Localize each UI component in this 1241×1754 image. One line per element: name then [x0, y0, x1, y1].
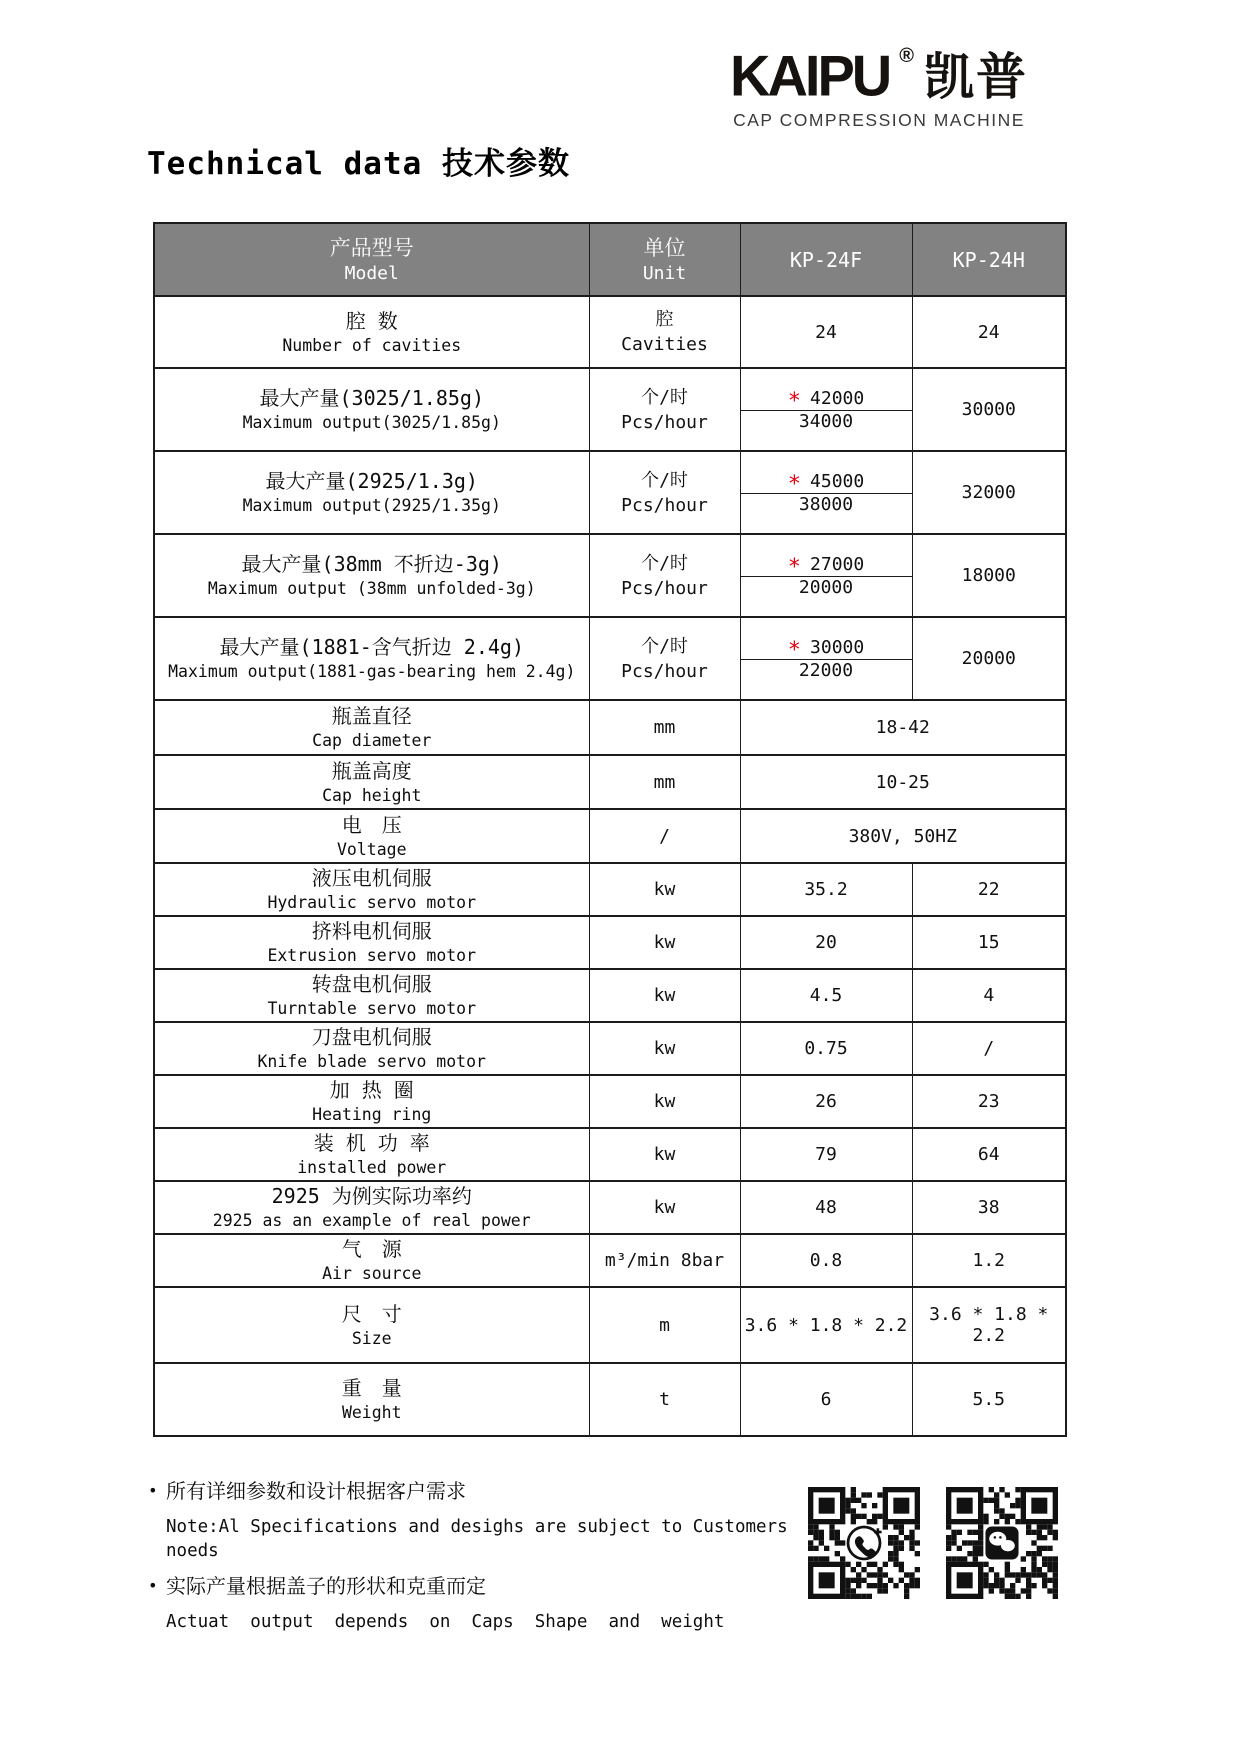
spec-label [154, 755, 589, 809]
spec-unit-line: 个/时 [641, 552, 688, 574]
spec-value-kp24f: 3.6 * 1.8 * 2.2 [740, 1287, 912, 1363]
spec-value-kp24h: 32000 [912, 451, 1066, 534]
registered-trademark-icon: ® [899, 45, 914, 67]
spec-label-en: Cap diameter [312, 731, 432, 750]
spec-value-kp24f-starred [741, 637, 912, 663]
spec-unit [589, 451, 740, 534]
table-row [154, 1075, 1066, 1128]
spec-unit [589, 296, 740, 368]
spec-value-bottom: 38000 [798, 493, 854, 515]
spec-unit-line: mm [653, 771, 676, 793]
asterisk-marker: * [787, 388, 802, 414]
spec-value-kp24f: 35.2 [740, 863, 912, 916]
spec-label-en: 2925 as an example of real power [212, 1211, 531, 1230]
table-row [154, 296, 1066, 368]
spec-label-cn: 瓶盖高度 [331, 758, 412, 783]
spec-unit [589, 1363, 740, 1436]
spec-label-en: Number of cavities [282, 335, 462, 355]
spec-value-top: 42000 [810, 388, 865, 409]
spec-value-kp24f: 48 [740, 1181, 912, 1234]
spec-value-kp24h: 3.6 * 1.8 * 2.2 [912, 1287, 1066, 1363]
spec-value-top: 45000 [810, 471, 865, 492]
spec-label-cn: 刀盘电机伺服 [311, 1025, 432, 1049]
bullet-icon: • [148, 1576, 158, 1595]
spec-label-cn: 电 压 [341, 812, 402, 837]
asterisk-marker: * [787, 554, 802, 580]
spec-label [154, 1128, 589, 1181]
spec-label-cn: 转盘电机伺服 [311, 972, 432, 996]
spec-label-en: Weight [341, 1403, 402, 1422]
spec-unit-line: kw [653, 1091, 676, 1112]
table-row [154, 451, 1066, 534]
spec-unit-line: Pcs/hour [621, 494, 708, 516]
note-2-cn: • 实际产量根据盖子的形状和克重而定 [148, 1574, 486, 1598]
spec-unit-line: t [659, 1389, 670, 1410]
spec-label [154, 296, 589, 368]
spec-label-en: Maximum output(3025/1.85g) [242, 413, 501, 432]
spec-value-top: 27000 [810, 554, 865, 575]
spec-value-kp24f-starred [741, 471, 912, 497]
header-unit-en: Unit [642, 262, 687, 284]
table-row [154, 1287, 1066, 1363]
spec-unit [589, 1287, 740, 1363]
spec-label [154, 1234, 589, 1287]
spec-label-en: Turntable servo motor [267, 999, 477, 1018]
spec-unit [589, 809, 740, 863]
spec-label-en: Maximum output(2925/1.35g) [242, 496, 501, 515]
split-wrap [741, 637, 912, 681]
brand-logo [690, 43, 1068, 131]
spec-label-en: Maximum output (38mm unfolded-3g) [207, 579, 536, 598]
asterisk-marker: * [787, 471, 802, 497]
spec-unit-line: 腔 [655, 309, 674, 330]
spec-unit-line: kw [653, 1038, 676, 1059]
spec-label-cn: 最大产量(2925/1.3g) [265, 469, 478, 493]
split-wrap [741, 554, 912, 598]
spec-label-cn: 最大产量(3025/1.85g) [259, 386, 484, 410]
spec-value-kp24f: 26 [740, 1075, 912, 1128]
spec-label [154, 700, 589, 755]
technical-data-table [153, 222, 1067, 1437]
spec-value-kp24h: 1.2 [912, 1234, 1066, 1287]
spec-value-kp24f-split [740, 617, 912, 700]
header-unit [589, 223, 740, 296]
spec-label [154, 1181, 589, 1234]
spec-unit [589, 1128, 740, 1181]
spec-value-kp24f: 24 [740, 296, 912, 368]
spec-value-kp24h: 20000 [912, 617, 1066, 700]
spec-label-cn: 重 量 [341, 1376, 402, 1400]
spec-value-top: 30000 [810, 637, 865, 658]
spec-unit [589, 368, 740, 451]
spec-value-kp24h: 15 [912, 916, 1066, 969]
header-model [154, 223, 589, 296]
header-kp24h: KP-24H [912, 223, 1066, 296]
table-row [154, 755, 1066, 809]
table-row [154, 534, 1066, 617]
spec-label-en: Air source [322, 1264, 422, 1283]
table-row [154, 617, 1066, 700]
table-row [154, 1181, 1066, 1234]
header-model-en: Model [344, 262, 399, 284]
table-row [154, 809, 1066, 863]
page-title: Technical data 技术参数 [147, 146, 570, 182]
split-wrap [741, 471, 912, 515]
spec-label [154, 617, 589, 700]
spec-value-merged: 10-25 [740, 755, 1066, 809]
spec-label-cn: 加 热 圈 [329, 1078, 414, 1102]
spec-value-kp24f: 6 [740, 1363, 912, 1436]
spec-unit-line: kw [653, 985, 676, 1006]
spec-label [154, 1022, 589, 1075]
table-row [154, 916, 1066, 969]
spec-value-kp24h: / [912, 1022, 1066, 1075]
brand-wordmark: KAIPU [730, 43, 890, 108]
table-row [154, 1363, 1066, 1436]
spec-value-kp24f: 4.5 [740, 969, 912, 1022]
spec-label [154, 809, 589, 863]
spec-label-en: Voltage [336, 839, 407, 859]
spec-value-bottom: 34000 [798, 410, 854, 432]
spec-unit-line: 个/时 [641, 386, 688, 408]
spec-value-kp24h: 18000 [912, 534, 1066, 617]
spec-label-cn: 尺 寸 [341, 1301, 402, 1326]
spec-unit [589, 916, 740, 969]
spec-label-cn: 最大产量(1881-含气折边 2.4g) [219, 635, 524, 659]
note-1-cn: • 所有详细参数和设计根据客户需求 [148, 1479, 466, 1503]
spec-unit-line: m [659, 1314, 670, 1336]
wechat-qr-code [946, 1484, 1058, 1602]
table-row [154, 1234, 1066, 1287]
spec-unit [589, 969, 740, 1022]
spec-unit-line: kw [653, 932, 676, 953]
spec-unit [589, 617, 740, 700]
spec-unit-line: Pcs/hour [621, 577, 708, 599]
spec-value-kp24h: 5.5 [912, 1363, 1066, 1436]
brand-wordmark-cn: 凯普 [923, 49, 1028, 105]
spec-label-cn: 最大产量(38mm 不折边-3g) [241, 552, 502, 576]
spec-value-kp24h: 22 [912, 863, 1066, 916]
table-row [154, 863, 1066, 916]
spec-unit [589, 1075, 740, 1128]
note-1-en: Note:Al Specifications and desighs are subject to Customers noeds [166, 1517, 799, 1561]
spec-label [154, 368, 589, 451]
spec-value-kp24h: 24 [912, 296, 1066, 368]
spec-value-kp24h: 30000 [912, 368, 1066, 451]
spec-value-kp24f: 0.75 [740, 1022, 912, 1075]
spec-label [154, 1363, 589, 1436]
spec-label-en: Size [351, 1328, 392, 1348]
spec-value-kp24f-starred [741, 554, 912, 580]
spec-unit-line: / [659, 825, 670, 847]
spec-label-en: Knife blade servo motor [257, 1052, 486, 1071]
table-row [154, 368, 1066, 451]
spec-value-kp24f-split [740, 368, 912, 451]
spec-unit [589, 755, 740, 809]
spec-value-kp24h: 38 [912, 1181, 1066, 1234]
spec-value-kp24f: 20 [740, 916, 912, 969]
spec-label [154, 451, 589, 534]
spec-unit [589, 1181, 740, 1234]
spec-label [154, 916, 589, 969]
spec-label-en: Maximum output(1881-gas-bearing hem 2.4g) [168, 662, 576, 681]
spec-value-kp24f-split [740, 451, 912, 534]
spec-label-cn: 腔 数 [345, 308, 398, 333]
spec-label-en: Cap height [322, 785, 422, 805]
spec-label-cn: 液压电机伺服 [311, 866, 432, 890]
spec-unit [589, 1022, 740, 1075]
table-row [154, 969, 1066, 1022]
spec-unit-line: Pcs/hour [621, 660, 708, 682]
spec-unit [589, 534, 740, 617]
spec-value-merged: 18-42 [740, 700, 1066, 755]
spec-unit [589, 863, 740, 916]
table-row [154, 1022, 1066, 1075]
spec-label-en: Heating ring [312, 1105, 432, 1124]
spec-unit-line: m³/min 8bar [604, 1250, 725, 1271]
brand-tagline: CAP COMPRESSION MACHINE [733, 110, 1025, 130]
spec-label [154, 534, 589, 617]
spec-label-cn: 装 机 功 率 [313, 1131, 430, 1155]
spec-value-kp24f: 79 [740, 1128, 912, 1181]
spec-value-bottom: 20000 [798, 576, 854, 598]
table-row [154, 1128, 1066, 1181]
spec-label-cn: 挤料电机伺服 [311, 919, 432, 943]
footnotes [148, 1468, 808, 1642]
qr-code-group [808, 1484, 1058, 1602]
spec-value-kp24f-split [740, 534, 912, 617]
whatsapp-qr-code [808, 1484, 920, 1602]
spec-value-kp24h: 64 [912, 1128, 1066, 1181]
spec-label-cn: 2925 为例实际功率约 [271, 1184, 472, 1208]
spec-unit [589, 700, 740, 755]
header-unit-cn: 单位 [643, 235, 686, 260]
spec-label [154, 969, 589, 1022]
spec-label-en: Extrusion servo motor [267, 946, 477, 965]
spec-unit-line: kw [653, 1144, 676, 1165]
spec-value-kp24f: 0.8 [740, 1234, 912, 1287]
spec-unit-line: Pcs/hour [621, 411, 708, 433]
asterisk-marker: * [787, 637, 802, 663]
table-header-row [154, 223, 1066, 296]
header-model-cn: 产品型号 [329, 235, 414, 260]
spec-label-en: Hydraulic servo motor [267, 893, 477, 912]
spec-label [154, 1287, 589, 1363]
spec-unit-line: 个/时 [641, 469, 688, 491]
spec-label [154, 863, 589, 916]
spec-value-kp24f-starred [741, 388, 912, 414]
split-wrap [741, 388, 912, 432]
table-row [154, 700, 1066, 755]
bullet-icon: • [148, 1481, 158, 1500]
spec-table-body [154, 296, 1066, 1436]
spec-label-cn: 瓶盖直径 [331, 704, 412, 728]
spec-value-kp24h: 23 [912, 1075, 1066, 1128]
spec-unit-line: mm [653, 717, 676, 738]
spec-unit-line: Cavities [621, 334, 708, 355]
spec-label-en: installed power [297, 1158, 447, 1177]
note-2-en: Actuat output depends on Caps Shape and weight [166, 1612, 725, 1632]
spec-value-kp24h: 4 [912, 969, 1066, 1022]
spec-unit-line: kw [653, 1197, 676, 1218]
spec-label [154, 1075, 589, 1128]
spec-unit [589, 1234, 740, 1287]
spec-unit-line: 个/时 [641, 635, 688, 657]
spec-label-cn: 气 源 [341, 1237, 402, 1261]
header-kp24f: KP-24F [740, 223, 912, 296]
spec-value-merged: 380V, 50HZ [740, 809, 1066, 863]
spec-unit-line: kw [653, 879, 676, 900]
spec-value-bottom: 22000 [798, 659, 854, 681]
